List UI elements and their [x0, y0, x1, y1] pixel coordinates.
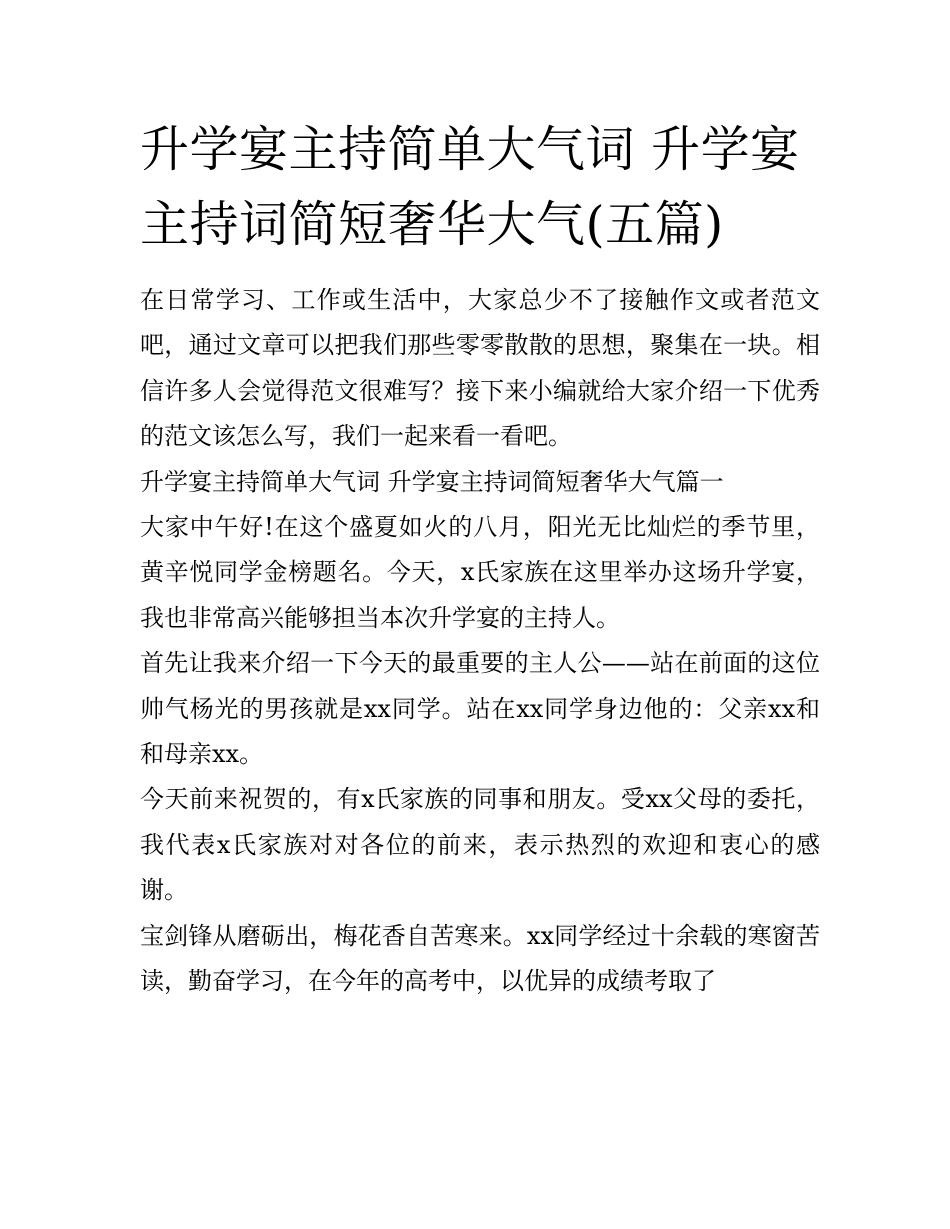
document-body — [140, 278, 820, 1005]
body-paragraph: 大家中午好!在这个盛夏如火的八月，阳光无比灿烂的季节里，黄辛悦同学金榜题名。今天，x氏家族在这里举办这场升学宴，我也非常高兴能够担当本次升学宴的主持人。 — [140, 513, 820, 632]
body-paragraph: 宝剑锋从磨砺出，梅花香自苦寒来。xx同学经过十余载的寒窗苦读，勤奋学习，在今年的高考中，以优异的成绩考取了 — [140, 921, 820, 996]
intro-paragraph: 在日常学习、工作或生活中，大家总少不了接触作文或者范文吧，通过文章可以把我们那些零零散散的思想，聚集在一块。相信许多人会觉得范文很难写？接下来小编就给大家介绍一下优秀的范文该怎么写，我们一起来看一看吧。 — [140, 286, 820, 451]
section-heading: 升学宴主持简单大气词 升学宴主持词简短奢华大气篇一 — [140, 467, 724, 496]
body-paragraph: 今天前来祝贺的，有x氏家族的同事和朋友。受xx父母的委托，我代表x氏家族对对各位的前来，表示热烈的欢迎和衷心的感谢。 — [140, 785, 820, 905]
body-paragraph: 首先让我来介绍一下今天的最重要的主人公——站在前面的这位帅气杨光的男孩就是xx同学。站在xx同学身边他的：父亲xx和和母亲xx。 — [140, 649, 820, 769]
document-title: 升学宴主持简单大气词 升学宴主持词简短奢华大气(五篇) — [140, 121, 800, 253]
